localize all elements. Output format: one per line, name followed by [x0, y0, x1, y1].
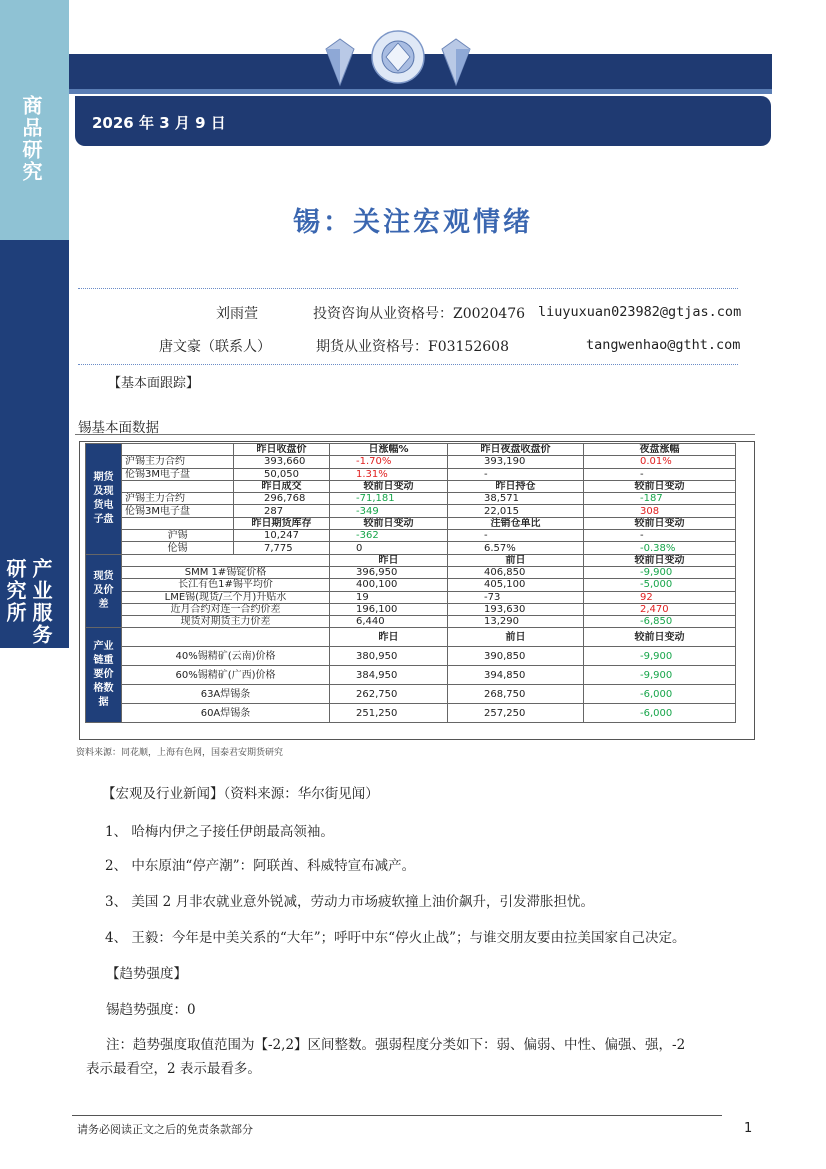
title-divider	[78, 288, 738, 289]
cell: 380,950	[330, 647, 448, 666]
col-header: 较前日变动	[584, 554, 736, 566]
row-label: 60A焊锡条	[122, 704, 330, 723]
diamond-logo-icon	[318, 27, 478, 93]
cell: 7,775	[234, 542, 330, 554]
trend-value: 锡趋势强度：0	[106, 1002, 196, 1018]
col-header: 日涨幅%	[330, 444, 448, 456]
table-row	[86, 666, 736, 685]
cell: 296,768	[234, 493, 330, 505]
cell: 0.01%	[584, 456, 736, 468]
table-title: 锡基本面数据	[78, 420, 159, 436]
col-header: 较前日变动	[584, 628, 736, 647]
cell: 6.57%	[448, 542, 584, 554]
cell: -9,900	[584, 566, 736, 578]
trend-heading: 【趋势强度】	[106, 966, 187, 982]
cell: -362	[330, 530, 448, 542]
cell: 405,100	[448, 579, 584, 591]
footer-divider	[72, 1115, 722, 1116]
row-label: 长江有色1#锡平均价	[122, 579, 330, 591]
row-label: 伦锡	[122, 542, 234, 554]
sidebar-category-label: 商品研究	[19, 95, 43, 183]
source-note: 资料来源：同花顺，上海有色网，国泰君安期货研究	[76, 748, 284, 758]
row-label: 伦锡3M电子盘	[122, 505, 234, 517]
news-item: 1、 哈梅内伊之子接任伊朗最高领袖。	[105, 824, 334, 840]
cell: 262,750	[330, 685, 448, 704]
cell: 2,470	[584, 603, 736, 615]
row-label: 沪锡主力合约	[122, 456, 234, 468]
cell: -73	[448, 591, 584, 603]
macro-news-heading: 【宏观及行业新闻】（资料来源：华尔街见闻）	[102, 786, 379, 802]
fundamentals-heading: 【基本面跟踪】	[108, 376, 200, 391]
table-row	[86, 468, 736, 480]
footer-disclaimer: 请务必阅读正文之后的免责条款部分	[77, 1123, 253, 1136]
page-number: 1	[744, 1121, 753, 1136]
col-header: 昨日	[330, 628, 448, 647]
cell: 287	[234, 505, 330, 517]
table-row	[86, 704, 736, 723]
cell: -	[448, 468, 584, 480]
table-row	[86, 456, 736, 468]
cell: 196,100	[330, 603, 448, 615]
author-license-1: 投资咨询从业资格号：Z0020476	[313, 306, 526, 322]
cell: 22,015	[448, 505, 584, 517]
author-email-2[interactable]: tangwenhao@gtht.com	[586, 337, 741, 353]
cell: -	[584, 468, 736, 480]
col-header: 较前日变动	[584, 480, 736, 492]
table-row	[86, 493, 736, 505]
author-email-1[interactable]: liuyuxuan023982@gtjas.com	[538, 304, 742, 320]
row-label: 63A焊锡条	[122, 685, 330, 704]
table-title-underline	[75, 434, 755, 435]
cell: 19	[330, 591, 448, 603]
col-header: 昨日持仓	[448, 480, 584, 492]
row-label: LME锡(现货/三个月)升贴水	[122, 591, 330, 603]
news-item: 4、 王毅：今年是中美关系的“大年”；呼吁中东“停火止战”；与谁交朋友要由拉美国家自己决定。	[105, 930, 686, 946]
table-header-row	[86, 480, 736, 492]
cell: -	[584, 530, 736, 542]
col-header: 昨日夜盘收盘价	[448, 444, 584, 456]
cell: -9,900	[584, 647, 736, 666]
cell: 268,750	[448, 685, 584, 704]
table-row	[86, 685, 736, 704]
cell: -9,900	[584, 666, 736, 685]
col-header: 较前日变动	[330, 480, 448, 492]
group-label-chain: 产业链重要价格数据	[86, 628, 122, 723]
cell: 0	[330, 542, 448, 554]
report-title: 锡：关注宏观情绪	[293, 207, 533, 238]
news-item: 2、 中东原油“停产潮”：阿联酋、科威特宣布减产。	[105, 858, 416, 874]
row-label: 40%锡精矿(云南)价格	[122, 647, 330, 666]
cell: -71,181	[330, 493, 448, 505]
cell: -0.38%	[584, 542, 736, 554]
sidebar-institute-label: 产业服务研究所	[3, 558, 53, 646]
col-header: 较前日变动	[584, 517, 736, 529]
table-row	[86, 579, 736, 591]
tin-fundamentals-table	[85, 443, 736, 723]
cell: 400,100	[330, 579, 448, 591]
news-item: 3、 美国 2 月非农就业意外锐减，劳动力市场疲软撞上油价飙升，引发滞胀担忧。	[105, 894, 595, 910]
col-header: 前日	[448, 628, 584, 647]
table-row	[86, 530, 736, 542]
cell: 38,571	[448, 493, 584, 505]
cell: 396,950	[330, 566, 448, 578]
row-label: 近月合约对连一合约价差	[122, 603, 330, 615]
col-header: 昨日	[330, 554, 448, 566]
date-bar	[75, 96, 771, 146]
cell: 384,950	[330, 666, 448, 685]
row-label: 沪锡主力合约	[122, 493, 234, 505]
cell: 92	[584, 591, 736, 603]
cell: 1.31%	[330, 468, 448, 480]
trend-note-line-1: 注：趋势强度取值范围为【-2,2】区间整数。强弱程度分类如下：弱、偏弱、中性、偏强、强，-2	[106, 1037, 686, 1053]
col-header: 前日	[448, 554, 584, 566]
author-name-2: 唐文豪（联系人）	[159, 339, 271, 355]
cell: 6,440	[330, 616, 448, 628]
row-label: 伦锡3M电子盘	[122, 468, 234, 480]
cell: -187	[584, 493, 736, 505]
cell: 308	[584, 505, 736, 517]
cell: 390,850	[448, 647, 584, 666]
table-row	[86, 603, 736, 615]
cell: -6,850	[584, 616, 736, 628]
cell: 393,660	[234, 456, 330, 468]
table-row	[86, 505, 736, 517]
cell: 393,190	[448, 456, 584, 468]
table-header-row	[86, 444, 736, 456]
col-header: 昨日成交	[234, 480, 330, 492]
trend-note-line-2: 表示最看空，2 表示最看多。	[86, 1061, 261, 1077]
table-row	[86, 591, 736, 603]
group-label-spot: 现货及价差	[86, 554, 122, 628]
author-name-1: 刘雨萱	[216, 306, 258, 322]
cell: -	[448, 530, 584, 542]
cell: 394,850	[448, 666, 584, 685]
sidebar-bottom-band	[0, 240, 69, 648]
col-header: 昨日收盘价	[234, 444, 330, 456]
report-date: 2026 年 3 月 9 日	[92, 114, 226, 132]
col-header: 昨日期货库存	[234, 517, 330, 529]
col-header: 注销仓单比	[448, 517, 584, 529]
author-license-2: 期货从业资格号：F03152608	[316, 339, 509, 355]
table-header-row	[86, 554, 736, 566]
cell: -349	[330, 505, 448, 517]
cell: 193,630	[448, 603, 584, 615]
table-header-row	[86, 628, 736, 647]
cell: -1.70%	[330, 456, 448, 468]
table-row	[86, 647, 736, 666]
cell: 251,250	[330, 704, 448, 723]
table-row	[86, 566, 736, 578]
cell: 406,850	[448, 566, 584, 578]
table-row	[86, 616, 736, 628]
cell: -6,000	[584, 704, 736, 723]
cell: 13,290	[448, 616, 584, 628]
table-row	[86, 542, 736, 554]
row-label: SMM 1#锡锭价格	[122, 566, 330, 578]
cell: -5,000	[584, 579, 736, 591]
group-label-futures: 期货及现货电子盘	[86, 444, 122, 555]
row-label: 沪锡	[122, 530, 234, 542]
col-header: 夜盘涨幅	[584, 444, 736, 456]
table-header-row	[86, 517, 736, 529]
row-label: 60%锡精矿(广西)价格	[122, 666, 330, 685]
row-label: 现货对期货主力价差	[122, 616, 330, 628]
cell: -6,000	[584, 685, 736, 704]
col-header: 较前日变动	[330, 517, 448, 529]
cell: 257,250	[448, 704, 584, 723]
cell: 50,050	[234, 468, 330, 480]
author-divider	[78, 364, 738, 365]
cell: 10,247	[234, 530, 330, 542]
